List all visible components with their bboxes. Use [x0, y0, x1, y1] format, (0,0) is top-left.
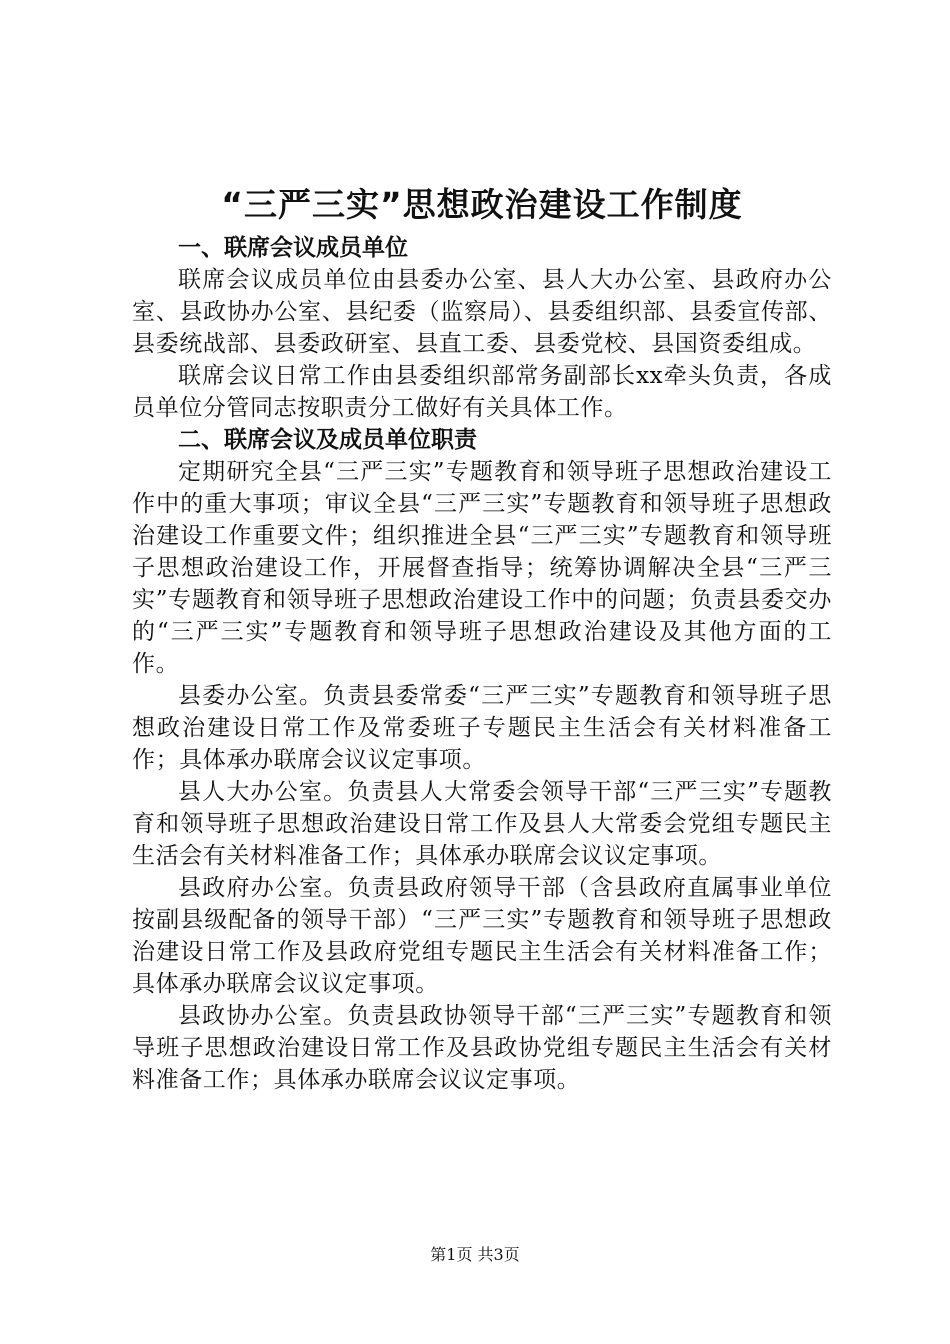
paragraph: 联席会议日常工作由县委组织部常务副部长xx牵头负责，各成员单位分管同志按职责分工做好有关具体工作。	[132, 363, 832, 421]
page-footer: 第1页 共3页	[430, 1245, 520, 1264]
document-page	[132, 180, 832, 1096]
paragraph: 县委办公室。负责县委常委“三严三实”专题教育和领导班子思想政治建设日常工作及常委班子专题民主生活会有关材料准备工作；具体承办联席会议议定事项。	[132, 683, 832, 773]
paragraph: 联席会议成员单位由县委办公室、县人大办公室、县政府办公室、县政协办公室、县纪委（监察局）、县委组织部、县委宣传部、县委统战部、县委政研室、县直工委、县委党校、县国资委组成。	[132, 267, 832, 357]
document-title: “三严三实”思想政治建设工作制度	[221, 185, 743, 224]
paragraph: 县政协办公室。负责县政协领导干部“三严三实”专题教育和领导班子思想政治建设日常工作及县政协党组专题民主生活会有关材料准备工作；具体承办联席会议议定事项。	[132, 1003, 832, 1093]
paragraph: 县政府办公室。负责县政府领导干部（含县政府直属事业单位按副县级配备的领导干部）“三严三实”专题教育和领导班子思想政治建设日常工作及县政府党组专题民主生活会有关材料准备工作；具体承办联席会议议定事项。	[132, 875, 832, 997]
section-heading-duties: 二、联席会议及成员单位职责	[178, 427, 477, 453]
paragraph: 定期研究全县“三严三实”专题教育和领导班子思想政治建设工作中的重大事项；审议全县“三严三实”专题教育和领导班子思想政治建设工作重要文件；组织推进全县“三严三实”专题教育和领导班子思想政治建设工作，开展督查指导；统筹协调解决全县“三严三实”专题教育和领导班子思想政治建设工作中的问题；负责县委交办的“三严三实”专题教育和领导班子思想政治建设及其他方面的工作。	[132, 459, 832, 677]
section-heading-members: 一、联席会议成员单位	[178, 235, 408, 261]
paragraph: 县人大办公室。负责县人大常委会领导干部“三严三实”专题教育和领导班子思想政治建设日常工作及县人大常委会党组专题民主生活会有关材料准备工作；具体承办联席会议议定事项。	[132, 779, 832, 869]
